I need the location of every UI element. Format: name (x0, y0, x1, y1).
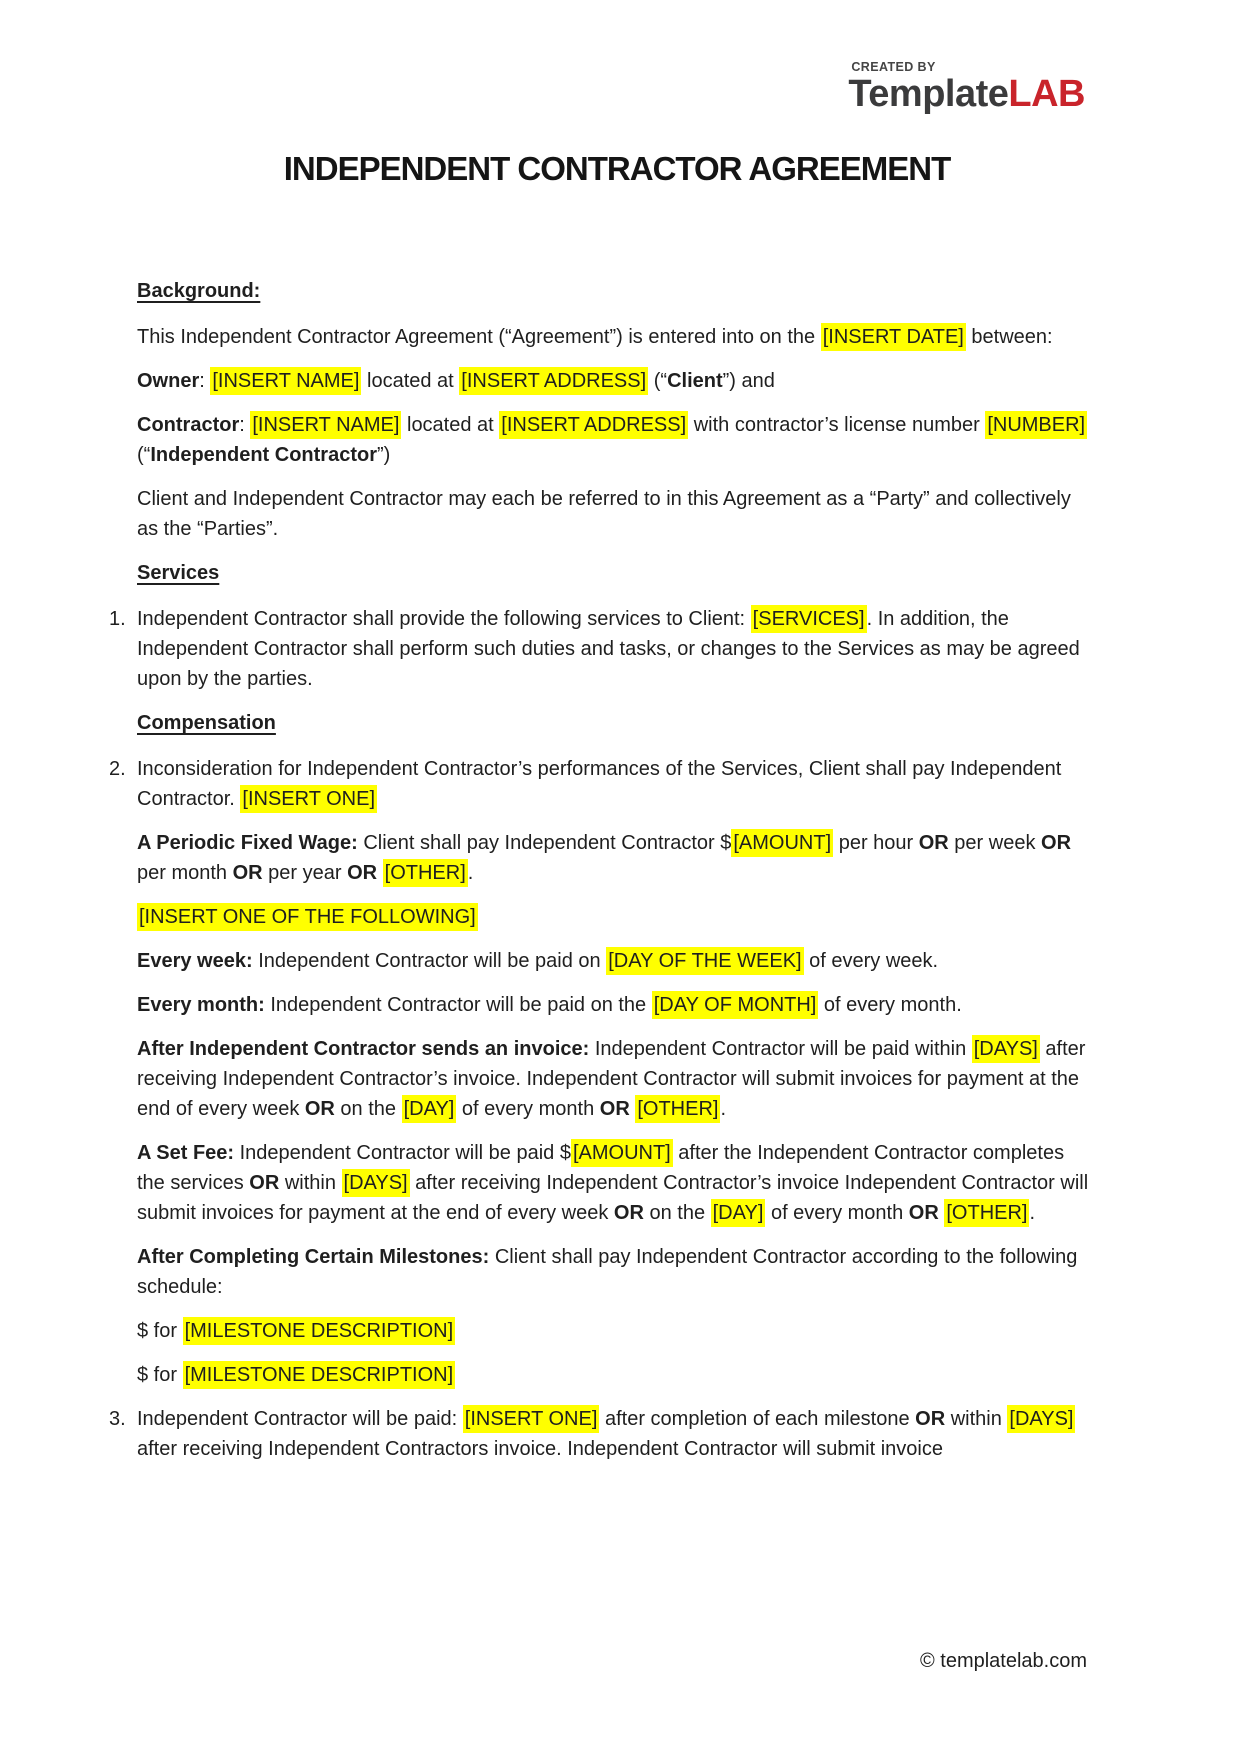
text-run: of every month (765, 1202, 909, 1224)
text-run: . In addition, the Independent Contractor shall perform such duties and tasks, or changes to the Services as may be agreed upon by the parties. (137, 608, 1080, 690)
text-run: Independent Contractor will be paid within (589, 1038, 972, 1060)
section-heading (137, 276, 1097, 306)
text-run: (“ (648, 370, 668, 392)
text-run: of every month (456, 1098, 600, 1120)
paragraph (137, 1360, 1097, 1390)
placeholder-highlight: [INSERT DATE] (821, 323, 966, 351)
numbered-item (109, 604, 1097, 694)
text-run: after receiving Independent Contractor’s invoice Independent Contractor will submit invoices for payment at the end of every week (137, 1172, 1089, 1224)
text-run: Independent Contractor will be paid $ (234, 1142, 571, 1164)
placeholder-highlight: [AMOUNT] (571, 1139, 673, 1167)
text-run: after receiving Independent Contractor’s invoice. Independent Contractor will submit invoices for payment at the end of every week (137, 1038, 1086, 1120)
placeholder-highlight: [AMOUNT] (731, 829, 833, 857)
text-run: . (720, 1098, 727, 1120)
text-run: Independent Contractor will be paid on the (264, 994, 652, 1016)
placeholder-highlight: [NUMBER] (985, 411, 1087, 439)
text-run: OR (599, 1098, 630, 1120)
logo-brand (848, 75, 1085, 115)
list-number: 1. (109, 608, 126, 630)
text-run: After Independent Contractor sends an invoice: (137, 1038, 590, 1060)
text-run: per week (948, 832, 1042, 854)
placeholder-highlight: [DAY OF THE WEEK] (606, 947, 803, 975)
text-run: . (467, 862, 474, 884)
placeholder-highlight: [MILESTONE DESCRIPTION] (183, 1361, 456, 1389)
text-run: OR (232, 862, 263, 884)
text-run: of every month. (818, 994, 962, 1016)
placeholder-highlight: [OTHER] (635, 1095, 720, 1123)
paragraph (137, 946, 1097, 976)
placeholder-highlight: [DAYS] (1007, 1405, 1075, 1433)
text-run: Client and Independent Contractor may each be referred to in this Agreement as a “Party” and collectively as the “Parties”. (137, 488, 1071, 540)
text-run: OR (304, 1098, 335, 1120)
text-run: OR (1041, 832, 1072, 854)
paragraph (137, 1242, 1097, 1302)
section-heading (137, 558, 1097, 588)
text-run: within (279, 1172, 342, 1194)
text-run: OR (918, 832, 949, 854)
text-run: After Completing Certain Milestones: (137, 1246, 490, 1268)
text-run: after completion of each milestone (599, 1408, 916, 1430)
placeholder-highlight: [DAYS] (342, 1169, 410, 1197)
text-run: This Independent Contractor Agreement (“Agreement”) is entered into on the (137, 326, 821, 348)
section-heading-text (137, 562, 219, 584)
paragraph (137, 410, 1097, 470)
placeholder-highlight: [DAY] (711, 1199, 766, 1227)
text-run: (“ (137, 444, 151, 466)
placeholder-highlight: [SERVICES] (751, 605, 867, 633)
text-run: on the (643, 1202, 711, 1224)
logo-created-by: CREATED BY (851, 60, 936, 74)
text-run: with contractor’s license number (688, 414, 986, 436)
footer-credit: © templatelab.com (919, 1650, 1087, 1672)
paragraph (137, 1034, 1097, 1124)
text-run: OR (347, 862, 378, 884)
paragraph (137, 828, 1097, 888)
text-run: . (1029, 1202, 1036, 1224)
text-run: on the (334, 1098, 402, 1120)
placeholder-highlight: [INSERT ONE] (240, 785, 377, 813)
text-run: located at (401, 414, 500, 436)
placeholder-highlight: [INSERT NAME] (210, 367, 361, 395)
text-run: Inconsideration for Independent Contractor’s performances of the Services, Client shall pay Independent Contractor. (137, 758, 1062, 810)
text-run: Client shall pay Independent Contractor according to the following schedule: (137, 1246, 1078, 1298)
text-run: Background: (137, 280, 261, 302)
text-run: Services (137, 562, 220, 584)
paragraph (137, 902, 1097, 932)
text-run: : (239, 414, 251, 436)
list-number: 2. (109, 758, 126, 780)
placeholder-highlight: [INSERT ONE OF THE FOLLOWING] (137, 903, 478, 931)
logo-brand-lab: LAB (1008, 73, 1085, 115)
placeholder-highlight: [INSERT ADDRESS] (459, 367, 648, 395)
text-run: Owner (137, 370, 200, 392)
paragraph (137, 1316, 1097, 1346)
list-number: 3. (109, 1408, 126, 1430)
text-run: between: (965, 326, 1053, 348)
placeholder-highlight: [OTHER] (383, 859, 468, 887)
text-run: $ for (137, 1320, 183, 1342)
document-body (109, 276, 1097, 1478)
text-run: Client shall pay Independent Contractor $ (357, 832, 732, 854)
text-run: OR (249, 1172, 280, 1194)
paragraph (137, 322, 1097, 352)
placeholder-highlight: [DAY] (402, 1095, 457, 1123)
text-run (377, 862, 383, 884)
text-run: Independent Contractor (150, 444, 377, 466)
text-run: Contractor (137, 414, 240, 436)
text-run: per year (262, 862, 348, 884)
placeholder-highlight: [DAY OF MONTH] (652, 991, 819, 1019)
text-run: A Set Fee: (137, 1142, 235, 1164)
placeholder-highlight: [INSERT ADDRESS] (499, 411, 688, 439)
text-run: Independent Contractor will be paid: (137, 1408, 463, 1430)
text-run: per hour (833, 832, 919, 854)
text-run: after receiving Independent Contractors invoice. Independent Contractor will submit invoice (137, 1438, 943, 1460)
text-run: OR (908, 1202, 939, 1224)
text-run: located at (361, 370, 460, 392)
text-run: : (199, 370, 211, 392)
paragraph (137, 1138, 1097, 1228)
text-run: $ for (137, 1364, 183, 1386)
text-run: OR (915, 1408, 946, 1430)
paragraph (137, 366, 1097, 396)
text-run: within (945, 1408, 1008, 1430)
placeholder-highlight: [MILESTONE DESCRIPTION] (183, 1317, 456, 1345)
placeholder-highlight: [OTHER] (944, 1199, 1029, 1227)
text-run: after the Independent Contractor completes the services (137, 1142, 1065, 1194)
placeholder-highlight: [INSERT ONE] (463, 1405, 600, 1433)
text-run: per month (137, 862, 233, 884)
text-run: Independent Contractor will be paid on (252, 950, 607, 972)
text-run: OR (613, 1202, 644, 1224)
text-run: of every week. (803, 950, 939, 972)
paragraph (137, 484, 1097, 544)
text-run: A Periodic Fixed Wage: (137, 832, 358, 854)
placeholder-highlight: [INSERT NAME] (250, 411, 401, 439)
numbered-item (109, 754, 1097, 814)
text-run: Every week: (137, 950, 253, 972)
text-run: Every month: (137, 994, 265, 1016)
text-run: Compensation (137, 712, 276, 734)
templatelab-logo (848, 60, 1085, 115)
placeholder-highlight: [DAYS] (972, 1035, 1040, 1063)
logo-brand-template: Template (848, 73, 1009, 115)
paragraph (137, 990, 1097, 1020)
document-title: INDEPENDENT CONTRACTOR AGREEMENT (283, 150, 951, 187)
section-heading-text (137, 712, 276, 734)
text-run: Client (667, 370, 723, 392)
text-run: ”) (377, 444, 391, 466)
text-run: Independent Contractor shall provide the following services to Client: (137, 608, 751, 630)
numbered-item (109, 1404, 1097, 1464)
section-heading (137, 708, 1097, 738)
section-heading-text (137, 280, 260, 302)
text-run: ”) and (722, 370, 775, 392)
